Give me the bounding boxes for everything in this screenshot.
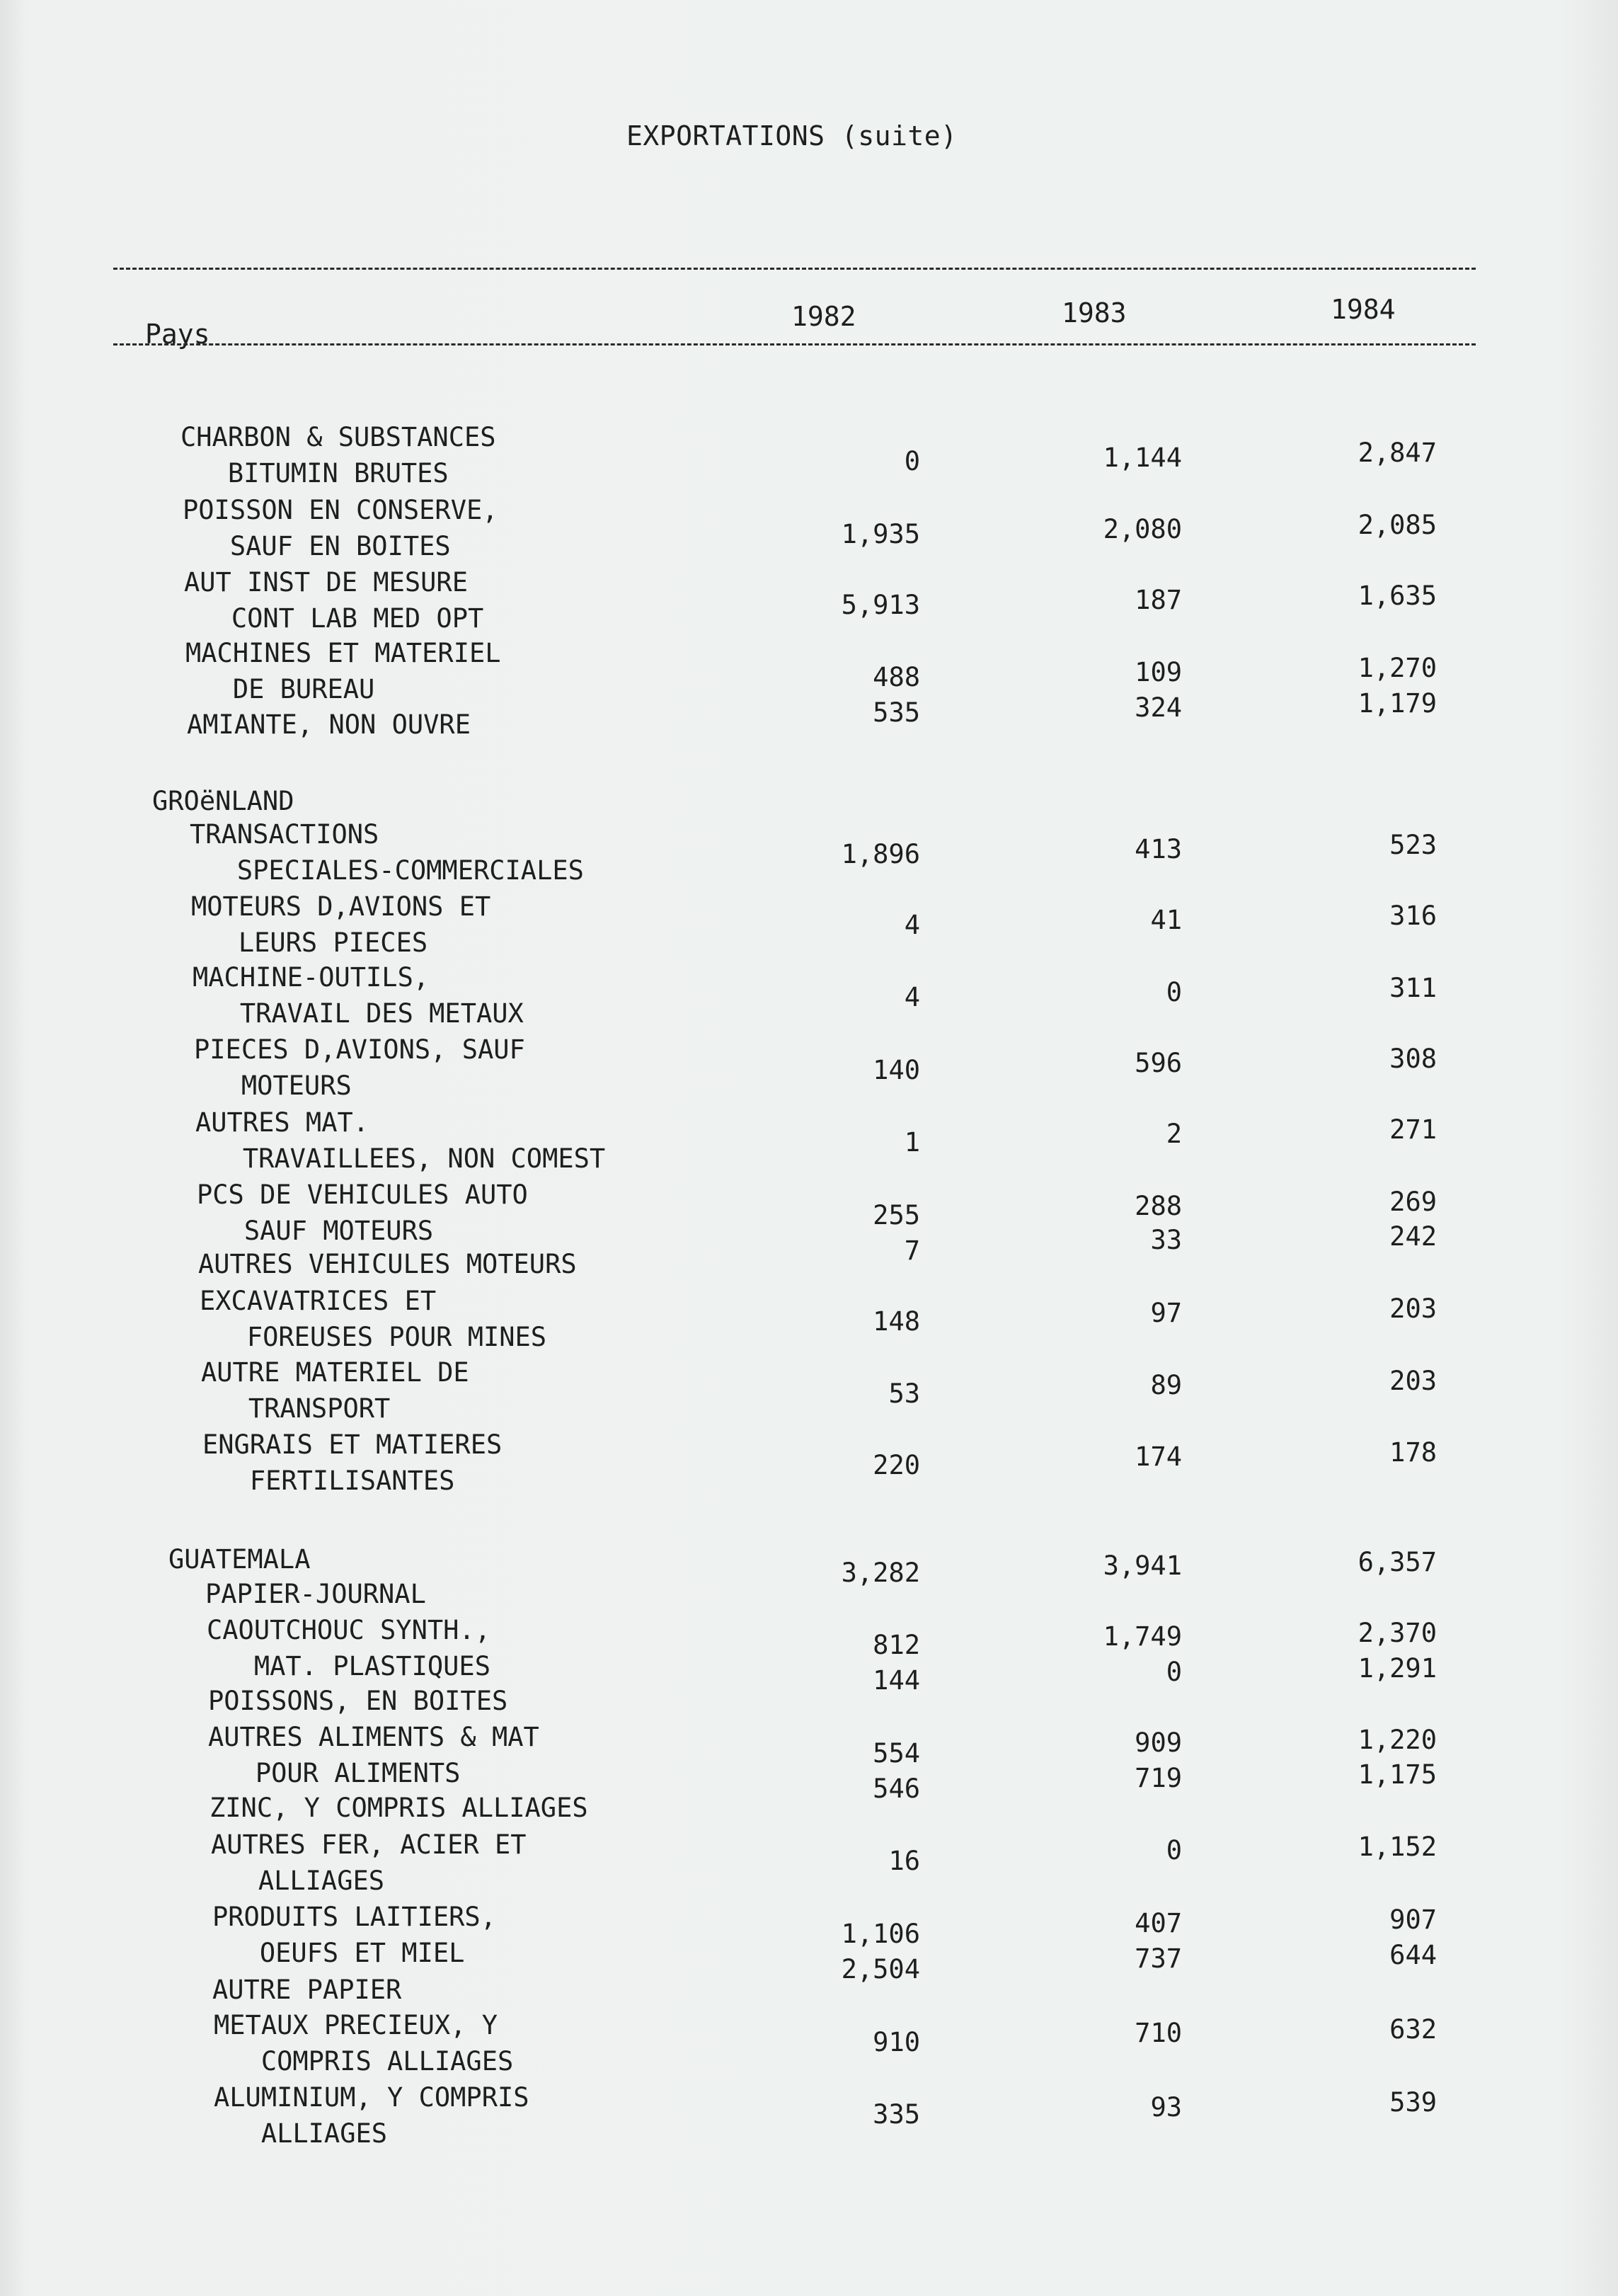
value-1984: 907 — [1389, 1904, 1437, 1935]
value-1984: 2,847 — [1358, 438, 1437, 468]
row-label: MOTEURS D,AVIONS ET LEURS PIECES — [191, 891, 491, 958]
value-1984: 1,152 — [1358, 1832, 1437, 1862]
value-1984: 644 — [1389, 1940, 1437, 1970]
row-label: PRODUITS LAITIERS, OEUFS ET MIEL — [212, 1902, 496, 1968]
row-label: EXCAVATRICES ET FOREUSES POUR MINES — [200, 1286, 547, 1352]
value-1984: 203 — [1389, 1366, 1437, 1396]
value-1983: 109 — [1135, 657, 1182, 687]
value-1984: 523 — [1389, 830, 1437, 860]
value-1982: 488 — [873, 662, 920, 692]
row-label: AMIANTE, NON OUVRE — [187, 709, 471, 740]
value-1982: 335 — [873, 2099, 920, 2130]
row-label: AUT INST DE MESURE CONT LAB MED OPT — [184, 567, 484, 634]
country-heading: GUATEMALA — [168, 1544, 311, 1575]
value-1982: 554 — [873, 1738, 920, 1769]
value-1982: 220 — [873, 1450, 920, 1480]
row-label: MACHINES ET MATERIEL DE BUREAU — [185, 638, 501, 704]
header-rule-top — [113, 268, 1476, 270]
row-label: ALUMINIUM, Y COMPRIS ALLIAGES — [214, 2082, 529, 2149]
value-1983: 1,144 — [1103, 442, 1182, 473]
value-1983: 174 — [1135, 1441, 1182, 1472]
value-1984: 2,085 — [1358, 510, 1437, 540]
value-1982: 1,935 — [841, 519, 920, 549]
value-1983: 413 — [1135, 834, 1182, 864]
value-1984: 632 — [1389, 2014, 1437, 2045]
value-1982: 2,504 — [841, 1954, 920, 1984]
value-1982: 140 — [873, 1055, 920, 1085]
column-header-country: Pays — [145, 319, 210, 350]
value-1983: 2,080 — [1103, 514, 1182, 544]
value-1983: 0 — [1166, 977, 1182, 1007]
value-1983: 719 — [1135, 1763, 1182, 1793]
value-1984: 6,357 — [1358, 1547, 1437, 1577]
value-1983: 0 — [1166, 1657, 1182, 1687]
row-label: AUTRES FER, ACIER ET ALLIAGES — [211, 1829, 527, 1896]
value-1983: 93 — [1150, 2092, 1182, 2123]
value-1982: 910 — [873, 2027, 920, 2057]
value-1982: 5,913 — [841, 590, 920, 620]
value-1984: 1,291 — [1358, 1653, 1437, 1684]
value-1982: 0 — [904, 446, 920, 476]
column-header-1984: 1984 — [1331, 294, 1396, 325]
row-label: ZINC, Y COMPRIS ALLIAGES — [210, 1793, 588, 1823]
value-1983: 0 — [1166, 1835, 1182, 1866]
country-heading: GROëNLAND — [152, 786, 294, 816]
value-1982: 1 — [904, 1127, 920, 1158]
value-1984: 316 — [1389, 901, 1437, 931]
row-label: AUTRES MAT. TRAVAILLEES, NON COMEST — [195, 1107, 606, 1174]
value-1983: 710 — [1135, 2018, 1182, 2048]
value-1982: 1,896 — [841, 839, 920, 869]
row-label: AUTRE MATERIEL DE TRANSPORT — [201, 1357, 469, 1424]
value-1983: 3,941 — [1103, 1550, 1182, 1581]
value-1982: 535 — [873, 697, 920, 728]
value-1982: 148 — [873, 1306, 920, 1337]
value-1982: 4 — [904, 982, 920, 1012]
row-label: POISSONS, EN BOITES — [208, 1686, 508, 1716]
value-1983: 596 — [1135, 1048, 1182, 1078]
page-title: EXPORTATIONS (suite) — [626, 120, 958, 152]
header-rule-bottom — [113, 343, 1476, 345]
value-1984: 203 — [1389, 1293, 1437, 1324]
value-1984: 269 — [1389, 1187, 1437, 1217]
row-label: CAOUTCHOUC SYNTH., MAT. PLASTIQUES — [207, 1615, 490, 1681]
row-label: AUTRES VEHICULES MOTEURS — [198, 1249, 577, 1279]
value-1984: 311 — [1389, 973, 1437, 1003]
value-1983: 737 — [1135, 1943, 1182, 1974]
value-1982: 7 — [904, 1235, 920, 1266]
row-label: METAUX PRECIEUX, Y COMPRIS ALLIAGES — [214, 2010, 514, 2077]
value-1982: 255 — [873, 1200, 920, 1230]
row-label: AUTRE PAPIER — [212, 1975, 402, 2005]
value-1982: 16 — [888, 1846, 920, 1876]
value-1983: 1,749 — [1103, 1621, 1182, 1652]
value-1984: 178 — [1389, 1437, 1437, 1468]
value-1983: 187 — [1135, 585, 1182, 615]
value-1983: 407 — [1135, 1908, 1182, 1938]
value-1982: 53 — [888, 1378, 920, 1409]
row-label: AUTRES ALIMENTS & MAT POUR ALIMENTS — [208, 1722, 539, 1788]
value-1984: 242 — [1389, 1221, 1437, 1252]
value-1983: 97 — [1150, 1298, 1182, 1328]
value-1983: 33 — [1150, 1225, 1182, 1255]
row-label: MACHINE-OUTILS, TRAVAIL DES METAUX — [193, 962, 524, 1029]
value-1984: 539 — [1389, 2087, 1437, 2118]
value-1984: 308 — [1389, 1044, 1437, 1074]
row-label: ENGRAIS ET MATIERES FERTILISANTES — [202, 1429, 503, 1496]
value-1984: 2,370 — [1358, 1618, 1437, 1648]
value-1984: 1,635 — [1358, 581, 1437, 611]
value-1984: 271 — [1389, 1114, 1437, 1145]
value-1984: 1,270 — [1358, 653, 1437, 683]
value-1982: 812 — [873, 1630, 920, 1660]
value-1982: 3,282 — [841, 1558, 920, 1588]
column-header-1982: 1982 — [791, 301, 856, 332]
value-1983: 288 — [1135, 1191, 1182, 1221]
row-label: TRANSACTIONS SPECIALES-COMMERCIALES — [190, 819, 584, 886]
value-1984: 1,220 — [1358, 1725, 1437, 1755]
value-1982: 4 — [904, 910, 920, 940]
value-1983: 2 — [1166, 1119, 1182, 1149]
row-label: PCS DE VEHICULES AUTO SAUF MOTEURS — [197, 1180, 528, 1246]
row-label: PAPIER-JOURNAL — [205, 1579, 426, 1609]
value-1984: 1,175 — [1358, 1759, 1437, 1790]
row-label: POISSON EN CONSERVE, SAUF EN BOITES — [183, 495, 498, 561]
value-1982: 144 — [873, 1665, 920, 1696]
value-1983: 89 — [1150, 1370, 1182, 1400]
value-1982: 546 — [873, 1774, 920, 1804]
row-label: CHARBON & SUBSTANCES BITUMIN BRUTES — [180, 422, 496, 489]
value-1983: 324 — [1135, 692, 1182, 723]
value-1983: 41 — [1150, 905, 1182, 935]
column-header-1983: 1983 — [1062, 297, 1127, 329]
row-label: PIECES D,AVIONS, SAUF MOTEURS — [194, 1034, 525, 1101]
value-1982: 1,106 — [841, 1919, 920, 1949]
value-1983: 909 — [1135, 1727, 1182, 1758]
value-1984: 1,179 — [1358, 688, 1437, 719]
